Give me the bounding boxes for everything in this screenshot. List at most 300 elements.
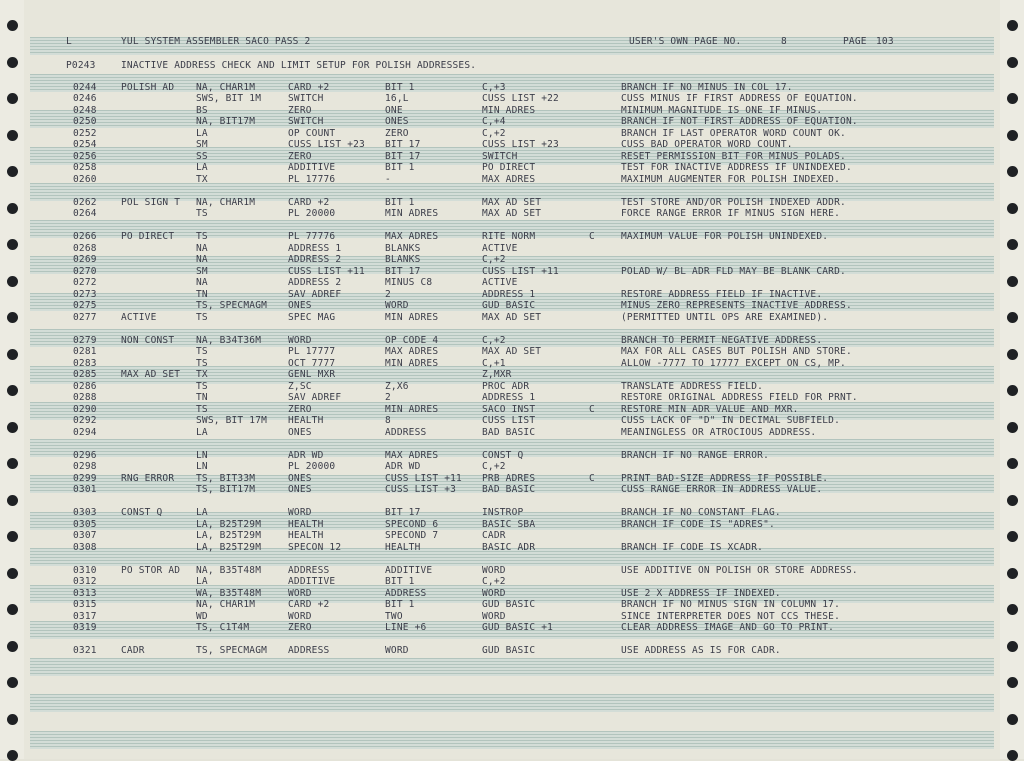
line-operand-1: OCT 7777: [288, 358, 336, 369]
line-operand-1: ADDITIVE: [288, 162, 336, 173]
line-operand-2: MIN ADRES: [385, 208, 439, 219]
line-operation: LA: [196, 427, 208, 438]
sprocket-hole: [1007, 458, 1018, 469]
line-operand-3: C,+2: [482, 335, 506, 346]
line-operand-2: 2: [385, 392, 391, 403]
line-location: 0275: [73, 300, 97, 311]
sprocket-hole: [1007, 604, 1018, 615]
line-operand-3: CADR: [482, 530, 506, 541]
line-location: 0307: [73, 530, 97, 541]
line-comment: RESTORE ADDRESS FIELD IF INACTIVE.: [621, 289, 823, 300]
line-comment: BRANCH IF NO MINUS IN COL 17.: [621, 82, 793, 93]
line-operand-3: SACO INST: [482, 404, 536, 415]
line-operand-2: BIT 17: [385, 507, 421, 518]
line-operation: LN: [196, 461, 208, 472]
sprocket-hole: [1007, 531, 1018, 542]
greenbar-stripe: [30, 74, 994, 92]
sprocket-hole: [7, 239, 18, 250]
line-label: ACTIVE: [121, 312, 157, 323]
header-page-label: PAGE: [843, 36, 867, 47]
line-operation: NA, BIT17M: [196, 116, 256, 127]
line-location: 0312: [73, 576, 97, 587]
line-operand-1: HEALTH: [288, 519, 324, 530]
line-location: 0248: [73, 105, 97, 116]
line-location: 0301: [73, 484, 97, 495]
line-location: 0266: [73, 231, 97, 242]
line-location: 0256: [73, 151, 97, 162]
line-operand-3: ADDRESS 1: [482, 392, 536, 403]
line-operation: WD: [196, 611, 208, 622]
line-location: 0254: [73, 139, 97, 150]
line-operation: TS, SPECMAGM: [196, 645, 268, 656]
line-operand-3: CUSS LIST: [482, 415, 536, 426]
line-location: 0264: [73, 208, 97, 219]
line-operand-3: C,+2: [482, 576, 506, 587]
sprocket-hole: [7, 568, 18, 579]
line-operation: SM: [196, 139, 208, 150]
line-operand-2: MAX ADRES: [385, 346, 439, 357]
line-comment: MAXIMUM AUGMENTER FOR POLISH INDEXED.: [621, 174, 841, 185]
line-operation: TS: [196, 346, 208, 357]
line-operation: SWS, BIT 1M: [196, 93, 262, 104]
line-operand-3: BAD BASIC: [482, 427, 536, 438]
line-operand-2: MAX ADRES: [385, 231, 439, 242]
line-flag: C: [589, 404, 595, 415]
line-comment: RESET PERMISSION BIT FOR MINUS POLADS.: [621, 151, 846, 162]
sprocket-hole: [1007, 130, 1018, 141]
line-operand-1: ONES: [288, 484, 312, 495]
line-label: POLISH AD: [121, 82, 175, 93]
line-operand-1: WORD: [288, 335, 312, 346]
line-operand-1: ZERO: [288, 622, 312, 633]
line-location: 0268: [73, 243, 97, 254]
line-operand-1: ONES: [288, 300, 312, 311]
line-operation: NA, CHAR1M: [196, 197, 256, 208]
sprocket-hole: [7, 604, 18, 615]
line-operation: LA: [196, 576, 208, 587]
line-label: CADR: [121, 645, 145, 656]
line-location: 0258: [73, 162, 97, 173]
line-operand-3: ACTIVE: [482, 277, 518, 288]
line-operand-2: BIT 17: [385, 139, 421, 150]
line-operand-2: Z,X6: [385, 381, 409, 392]
line-location: 0317: [73, 611, 97, 622]
line-operation: TS: [196, 312, 208, 323]
line-operand-3: MAX AD SET: [482, 197, 542, 208]
line-operation: SS: [196, 151, 208, 162]
line-operand-2: ONE: [385, 105, 403, 116]
sprocket-hole: [7, 495, 18, 506]
sprocket-hole: [1007, 714, 1018, 725]
line-comment: MAX FOR ALL CASES BUT POLISH AND STORE.: [621, 346, 852, 357]
line-operand-1: PL 17777: [288, 346, 336, 357]
line-comment: BRANCH IF NOT FIRST ADDRESS OF EQUATION.: [621, 116, 858, 127]
line-operand-3: GUD BASIC: [482, 300, 536, 311]
line-operand-2: HEALTH: [385, 542, 421, 553]
line-operand-1: ADDRESS 2: [288, 277, 342, 288]
line-comment: USE ADDITIVE ON POLISH OR STORE ADDRESS.: [621, 565, 858, 576]
line-operand-2: BIT 1: [385, 82, 415, 93]
line-operand-1: CARD +2: [288, 599, 330, 610]
line-operand-3: C,+3: [482, 82, 506, 93]
line-comment: FORCE RANGE ERROR IF MINUS SIGN HERE.: [621, 208, 841, 219]
line-operand-1: GENL MXR: [288, 369, 336, 380]
line-operand-3: PROC ADR: [482, 381, 530, 392]
line-operand-2: ONES: [385, 116, 409, 127]
line-operand-2: BIT 17: [385, 151, 421, 162]
line-operation: TS: [196, 381, 208, 392]
line-operation: LA, B25T29M: [196, 542, 262, 553]
line-operation: WA, B35T48M: [196, 588, 262, 599]
line-operand-1: ADDRESS: [288, 565, 330, 576]
line-operand-1: CARD +2: [288, 82, 330, 93]
line-location: 0281: [73, 346, 97, 357]
line-operand-2: ADR WD: [385, 461, 421, 472]
line-operand-1: ADDRESS: [288, 645, 330, 656]
line-comment: RESTORE ORIGINAL ADDRESS FIELD FOR PRNT.: [621, 392, 858, 403]
line-comment: (PERMITTED UNTIL OPS ARE EXAMINED).: [621, 312, 829, 323]
line-operand-2: ADDRESS: [385, 588, 427, 599]
line-operand-2: MIN ADRES: [385, 404, 439, 415]
line-operation: NA: [196, 254, 208, 265]
line-location: 0310: [73, 565, 97, 576]
line-location: 0283: [73, 358, 97, 369]
line-comment: CUSS LACK OF "D" IN DECIMAL SUBFIELD.: [621, 415, 841, 426]
line-operand-3: GUD BASIC +1: [482, 622, 554, 633]
sprocket-hole: [7, 20, 18, 31]
sprocket-hole: [1007, 166, 1018, 177]
line-operand-3: MAX AD SET: [482, 208, 542, 219]
line-operation: TS, BIT17M: [196, 484, 256, 495]
line-comment: TRANSLATE ADDRESS FIELD.: [621, 381, 764, 392]
greenbar-stripe: [30, 329, 994, 347]
line-location: 0313: [73, 588, 97, 599]
line-operation: LA: [196, 128, 208, 139]
line-operand-3: CONST Q: [482, 450, 524, 461]
line-comment: POLAD W/ BL ADR FLD MAY BE BLANK CARD.: [621, 266, 846, 277]
line-operand-1: ZERO: [288, 404, 312, 415]
line-operand-2: MAX ADRES: [385, 450, 439, 461]
sprocket-hole: [1007, 239, 1018, 250]
line-operation: SWS, BIT 17M: [196, 415, 268, 426]
line-operand-1: ADDITIVE: [288, 576, 336, 587]
line-operand-2: SPECOND 6: [385, 519, 439, 530]
line-operand-3: SWITCH: [482, 151, 518, 162]
line-operand-3: INSTROP: [482, 507, 524, 518]
line-operand-1: PL 77776: [288, 231, 336, 242]
line-operand-3: C,+1: [482, 358, 506, 369]
line-operand-2: BIT 1: [385, 162, 415, 173]
line-operand-3: C,+2: [482, 128, 506, 139]
line-location: 0288: [73, 392, 97, 403]
line-operand-2: BIT 1: [385, 197, 415, 208]
line-operand-3: ADDRESS 1: [482, 289, 536, 300]
line-comment: TEST STORE AND/OR POLISH INDEXED ADDR.: [621, 197, 846, 208]
line-operation: LA: [196, 507, 208, 518]
line-comment: BRANCH IF CODE IS "ADRES".: [621, 519, 775, 530]
line-operand-3: WORD: [482, 588, 506, 599]
line-operand-1: Z,SC: [288, 381, 312, 392]
section-title-location: P0243: [66, 60, 96, 71]
line-comment: USE 2 X ADDRESS IF INDEXED.: [621, 588, 781, 599]
line-comment: ALLOW -7777 TO 17777 EXCEPT ON CS, MP.: [621, 358, 846, 369]
line-flag: C: [589, 473, 595, 484]
line-comment: MEANINGLESS OR ATROCIOUS ADDRESS.: [621, 427, 817, 438]
line-operation: TX: [196, 369, 208, 380]
line-operand-3: MIN ADRES: [482, 105, 536, 116]
line-operation: NA: [196, 277, 208, 288]
sprocket-hole: [7, 312, 18, 323]
line-operand-3: C,+2: [482, 254, 506, 265]
sprocket-hole: [1007, 20, 1018, 31]
header-left-mark: L: [66, 36, 72, 47]
line-operand-1: ZERO: [288, 105, 312, 116]
sprocket-hole: [7, 531, 18, 542]
line-operand-3: RITE NORM: [482, 231, 536, 242]
line-label: MAX AD SET: [121, 369, 181, 380]
line-operand-1: ONES: [288, 473, 312, 484]
sprocket-hole: [7, 677, 18, 688]
line-operand-3: GUD BASIC: [482, 599, 536, 610]
line-operand-3: BAD BASIC: [482, 484, 536, 495]
sprocket-hole: [1007, 495, 1018, 506]
line-operand-3: C,+2: [482, 461, 506, 472]
line-comment: CUSS BAD OPERATOR WORD COUNT.: [621, 139, 793, 150]
line-comment: CUSS MINUS IF FIRST ADDRESS OF EQUATION.: [621, 93, 858, 104]
line-operand-2: WORD: [385, 300, 409, 311]
line-operation: TS: [196, 231, 208, 242]
sprocket-hole: [1007, 568, 1018, 579]
section-title: INACTIVE ADDRESS CHECK AND LIMIT SETUP FOR POLISH ADDRESSES.: [121, 60, 477, 71]
line-comment: BRANCH IF NO RANGE ERROR.: [621, 450, 769, 461]
line-operation: TN: [196, 289, 208, 300]
line-operand-3: WORD: [482, 611, 506, 622]
line-operation: TS: [196, 358, 208, 369]
line-location: 0298: [73, 461, 97, 472]
line-operation: NA, CHAR1M: [196, 599, 256, 610]
line-label: PO STOR AD: [121, 565, 181, 576]
line-operand-2: BIT 1: [385, 599, 415, 610]
line-location: 0303: [73, 507, 97, 518]
line-operand-1: SAV ADREF: [288, 289, 342, 300]
sprocket-hole: [7, 349, 18, 360]
line-operation: LA: [196, 162, 208, 173]
sprocket-hole: [1007, 57, 1018, 68]
sprocket-hole: [1007, 641, 1018, 652]
line-operand-1: SPECON 12: [288, 542, 342, 553]
line-operation: LA, B25T29M: [196, 519, 262, 530]
line-location: 0296: [73, 450, 97, 461]
line-operand-1: CUSS LIST +23: [288, 139, 365, 150]
line-operand-1: PL 20000: [288, 461, 336, 472]
line-location: 0252: [73, 128, 97, 139]
line-operation: BS: [196, 105, 208, 116]
line-operand-2: MIN ADRES: [385, 312, 439, 323]
line-comment: TEST FOR INACTIVE ADDRESS IF UNINDEXED.: [621, 162, 852, 173]
sprocket-hole: [7, 714, 18, 725]
line-label: NON CONST: [121, 335, 175, 346]
sprocket-hole: [7, 276, 18, 287]
line-operand-2: BIT 17: [385, 266, 421, 277]
line-location: 0290: [73, 404, 97, 415]
line-operand-3: BASIC SBA: [482, 519, 536, 530]
line-operand-2: 2: [385, 289, 391, 300]
greenbar-stripe: [30, 694, 994, 712]
line-location: 0321: [73, 645, 97, 656]
line-location: 0262: [73, 197, 97, 208]
line-location: 0308: [73, 542, 97, 553]
line-location: 0260: [73, 174, 97, 185]
line-operand-1: ADDRESS 2: [288, 254, 342, 265]
line-operand-2: 16,L: [385, 93, 409, 104]
line-operation: SM: [196, 266, 208, 277]
line-operand-2: ADDITIVE: [385, 565, 433, 576]
line-operand-3: MAX AD SET: [482, 346, 542, 357]
line-operation: NA: [196, 243, 208, 254]
line-operation: TS, C1T4M: [196, 622, 250, 633]
line-location: 0315: [73, 599, 97, 610]
line-comment: USE ADDRESS AS IS FOR CADR.: [621, 645, 781, 656]
sprocket-hole: [7, 93, 18, 104]
line-location: 0294: [73, 427, 97, 438]
line-label: CONST Q: [121, 507, 163, 518]
line-comment: PRINT BAD-SIZE ADDRESS IF POSSIBLE.: [621, 473, 829, 484]
line-operand-3: CUSS LIST +22: [482, 93, 559, 104]
sprocket-hole: [7, 203, 18, 214]
line-operation: NA, B34T36M: [196, 335, 262, 346]
line-location: 0286: [73, 381, 97, 392]
sprocket-hole: [7, 130, 18, 141]
line-operand-2: BLANKS: [385, 243, 421, 254]
line-operation: LN: [196, 450, 208, 461]
line-operand-3: CUSS LIST +11: [482, 266, 559, 277]
line-operand-1: CUSS LIST +11: [288, 266, 365, 277]
header-user-page-label: USER'S OWN PAGE NO.: [629, 36, 742, 47]
line-operand-2: LINE +6: [385, 622, 427, 633]
line-operand-3: MAX AD SET: [482, 312, 542, 323]
line-operand-1: SPEC MAG: [288, 312, 336, 323]
line-location: 0250: [73, 116, 97, 127]
line-location: 0244: [73, 82, 97, 93]
line-operand-1: HEALTH: [288, 415, 324, 426]
line-operand-2: SPECOND 7: [385, 530, 439, 541]
line-operation: TS: [196, 404, 208, 415]
sprocket-hole: [7, 57, 18, 68]
line-location: 0285: [73, 369, 97, 380]
line-operand-1: OP COUNT: [288, 128, 336, 139]
line-operation: TS, BIT33M: [196, 473, 256, 484]
line-operand-3: MAX ADRES: [482, 174, 536, 185]
line-operand-2: CUSS LIST +11: [385, 473, 462, 484]
line-operand-3: PO DIRECT: [482, 162, 536, 173]
line-location: 0270: [73, 266, 97, 277]
line-operand-1: SAV ADREF: [288, 392, 342, 403]
sprocket-hole: [7, 422, 18, 433]
line-operand-3: GUD BASIC: [482, 645, 536, 656]
line-operand-2: OP CODE 4: [385, 335, 439, 346]
line-operand-1: ADR WD: [288, 450, 324, 461]
greenbar-stripe: [30, 731, 994, 749]
line-label: RNG ERROR: [121, 473, 175, 484]
line-location: 0299: [73, 473, 97, 484]
line-operand-1: PL 20000: [288, 208, 336, 219]
line-label: PO DIRECT: [121, 231, 175, 242]
line-operand-3: ACTIVE: [482, 243, 518, 254]
line-comment: RESTORE MIN ADR VALUE AND MXR.: [621, 404, 799, 415]
sprocket-hole: [1007, 750, 1018, 761]
sprocket-hole: [1007, 93, 1018, 104]
sprocket-hole: [7, 750, 18, 761]
line-operand-3: PRB ADRES: [482, 473, 536, 484]
line-location: 0277: [73, 312, 97, 323]
line-location: 0246: [73, 93, 97, 104]
sprocket-hole: [1007, 349, 1018, 360]
line-operation: NA, CHAR1M: [196, 82, 256, 93]
line-operand-2: MINUS C8: [385, 277, 433, 288]
line-comment: MINUS ZERO REPRESENTS INACTIVE ADDRESS.: [621, 300, 852, 311]
sprocket-hole: [7, 166, 18, 177]
line-operand-2: ZERO: [385, 128, 409, 139]
line-operand-1: SWITCH: [288, 116, 324, 127]
header-page-number: 103: [876, 36, 894, 47]
sprocket-hole: [1007, 422, 1018, 433]
line-operation: TS, SPECMAGM: [196, 300, 268, 311]
line-comment: BRANCH IF NO MINUS SIGN IN COLUMN 17.: [621, 599, 841, 610]
line-operand-3: BASIC ADR: [482, 542, 536, 553]
line-comment: BRANCH IF NO CONSTANT FLAG.: [621, 507, 781, 518]
sprocket-hole: [1007, 677, 1018, 688]
line-comment: MINIMUM MAGNITUDE IS ONE IF MINUS.: [621, 105, 823, 116]
line-location: 0319: [73, 622, 97, 633]
line-operand-2: ADDRESS: [385, 427, 427, 438]
line-operand-1: HEALTH: [288, 530, 324, 541]
line-operation: TX: [196, 174, 208, 185]
line-location: 0273: [73, 289, 97, 300]
line-location: 0279: [73, 335, 97, 346]
line-operand-1: PL 17776: [288, 174, 336, 185]
line-operand-2: BIT 1: [385, 576, 415, 587]
line-operand-1: WORD: [288, 507, 312, 518]
line-operand-1: ONES: [288, 427, 312, 438]
line-operation: LA, B25T29M: [196, 530, 262, 541]
line-location: 0269: [73, 254, 97, 265]
sprocket-hole: [7, 385, 18, 396]
line-comment: BRANCH TO PERMIT NEGATIVE ADDRESS.: [621, 335, 823, 346]
line-operand-1: CARD +2: [288, 197, 330, 208]
line-operand-1: WORD: [288, 588, 312, 599]
line-comment: SINCE INTERPRETER DOES NOT CCS THESE.: [621, 611, 841, 622]
line-operand-3: CUSS LIST +23: [482, 139, 559, 150]
header-user-page-number: 8: [781, 36, 787, 47]
line-location: 0272: [73, 277, 97, 288]
greenbar-stripe: [30, 658, 994, 676]
sprocket-hole: [1007, 312, 1018, 323]
line-operand-3: C,+4: [482, 116, 506, 127]
line-operand-1: WORD: [288, 611, 312, 622]
line-operation: TN: [196, 392, 208, 403]
line-comment: CLEAR ADDRESS IMAGE AND GO TO PRINT.: [621, 622, 835, 633]
line-operand-1: ADDRESS 1: [288, 243, 342, 254]
line-operation: NA, B35T48M: [196, 565, 262, 576]
line-label: POL SIGN T: [121, 197, 181, 208]
line-operand-3: Z,MXR: [482, 369, 512, 380]
sprocket-hole: [1007, 385, 1018, 396]
line-flag: C: [589, 231, 595, 242]
line-comment: BRANCH IF CODE IS XCADR.: [621, 542, 764, 553]
line-operand-2: 8: [385, 415, 391, 426]
line-operand-2: CUSS LIST +3: [385, 484, 457, 495]
line-location: 0292: [73, 415, 97, 426]
